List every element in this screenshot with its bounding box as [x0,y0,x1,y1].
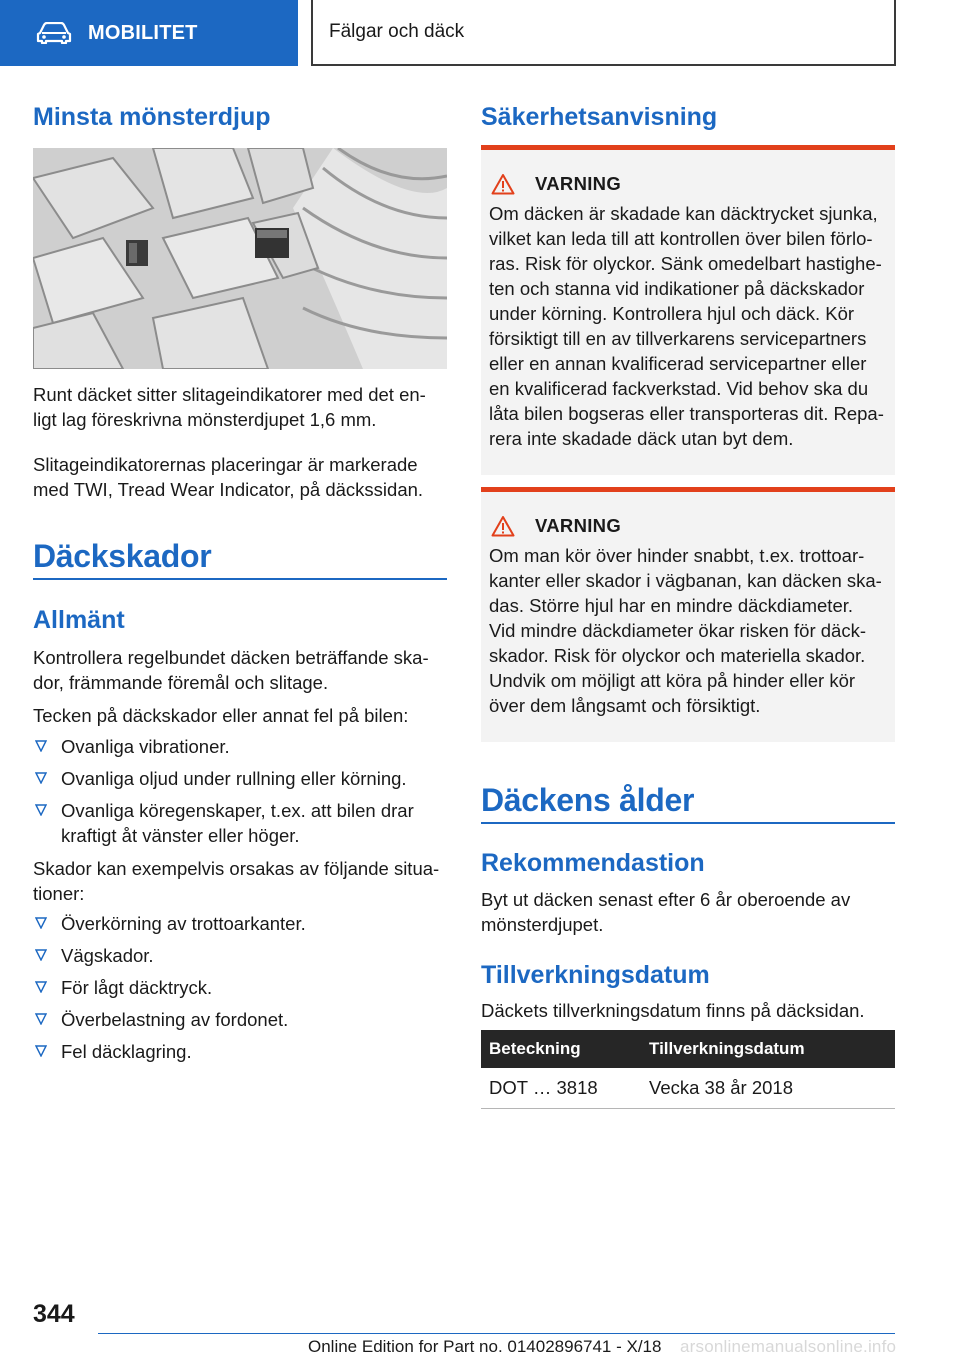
warning-label: VARNING [535,515,622,536]
list-item: Ovanliga vibrationer. [33,734,447,759]
warning-box-2 [481,487,895,742]
section-tab [0,0,298,66]
list-item: Överkörning av trottoarkanter. [33,911,447,936]
dot-code-table [481,1030,895,1109]
list-item: Överbelastning av fordonet. [33,1007,447,1032]
tire-age-heading: Däckens ålder [481,782,695,818]
safety-heading: Säkerhetsanvisning [481,103,718,131]
column-header-designation: Beteckning [481,1030,641,1068]
list-item: Vägskador. [33,943,447,968]
warning-triangle-icon [491,173,515,195]
general-heading: Allmänt [33,606,125,634]
column-header-manufacturing-date: Tillverkningsdatum [641,1030,895,1068]
warning-box-1 [481,145,895,475]
triangle-bullet-icon [35,1045,47,1057]
warning-text: Om man kör över hinder snabbt, t.ex. trottoar- kanter eller skador i vägbanan, kan däcken ska- das. Större hjul har en mindre däckdiameter. Vid mindre däckdiameter ökar risken för däck- skador. Risk för olyckor och materiella skador. Undvik om möjligt att köra på hinder eller kör över dem långsamt och försiktigt. [489,545,882,716]
triangle-bullet-icon [35,981,47,993]
signs-intro: Tecken på däckskador eller annat fel på bilen: [33,705,409,726]
min-tread-paragraph-1: Runt däcket sitter slitageindikatorer med det en- ligt lag föreskrivna mönsterdjupet 1,6 mm. [33,384,426,430]
triangle-bullet-icon [35,1013,47,1025]
list-item: Ovanliga oljud under rullning eller körning. [33,766,447,791]
recommendation-heading: Rekommendastion [481,849,705,877]
table-cell: Vecka 38 år 2018 [641,1068,895,1108]
table-header-row [481,1030,895,1068]
triangle-bullet-icon [35,772,47,784]
warning-triangle-icon [491,515,515,537]
chapter-title [311,0,896,66]
warning-label: VARNING [535,173,622,194]
tire-damage-heading: Däckskador [33,538,212,574]
warning-header [489,169,887,199]
warning-header [489,511,887,541]
watermark: arsonlinemanualsonline.info [680,1337,897,1356]
min-tread-paragraph-2: Slitageindikatorernas placeringar är markerade med TWI, Tread Wear Indicator, på däckssidan. [33,454,424,500]
list-item: Ovanliga köregenskaper, t.ex. att bilen drar kraftigt åt vänster eller höger. [33,798,447,848]
list-item: Fel däcklagring. [33,1039,447,1064]
tire-tread-illustration [33,148,447,369]
footer-divider [98,1333,895,1334]
recommendation-paragraph: Byt ut däcken senast efter 6 år oberoende av mönsterdjupet. [481,889,851,935]
edition-text: Online Edition for Part no. 01402896741 - X/18 [308,1337,662,1356]
triangle-bullet-icon [35,740,47,752]
manufacturing-date-heading: Tillverkningsdatum [481,961,710,989]
table-row [481,1068,895,1108]
causes-list [33,911,447,1071]
chapter-title-text: Fälgar och däck [329,21,465,42]
page-number: 344 [33,1300,75,1328]
section-divider [33,578,447,580]
car-icon [36,22,72,44]
section-title: MOBILITET [88,21,198,44]
list-item: För lågt däcktryck. [33,975,447,1000]
table-cell: DOT … 3818 [481,1068,641,1108]
triangle-bullet-icon [35,804,47,816]
manufacturing-date-paragraph: Däckets tillverkningsdatum finns på däcksidan. [481,1000,865,1021]
min-tread-heading: Minsta mönsterdjup [33,103,271,131]
triangle-bullet-icon [35,917,47,929]
causes-intro: Skador kan exempelvis orsakas av följande situa- tioner: [33,858,440,904]
general-paragraph: Kontrollera regelbundet däcken beträffande ska- dor, främmande föremål och slitage. [33,647,429,693]
warning-text: Om däcken är skadade kan däcktrycket sjunka, vilket kan leda till att kontrollen över bilen förlo- ras. Risk för olyckor. Sänk omedelbart hastighe- ten och stanna vid indikationer på däckskador under körning. Kontrollera hjul och däck. Kör försiktigt till en av tillverkarens servicepartners eller en annan kvalificerad servicepartner eller en kvalificerad fackverkstad. Vid behov ska du låta bilen bogseras eller transporteras dit. Repa- rera inte skadade däck utan byt dem. [489,203,884,449]
signs-list [33,734,447,855]
triangle-bullet-icon [35,949,47,961]
section-divider [481,822,895,824]
